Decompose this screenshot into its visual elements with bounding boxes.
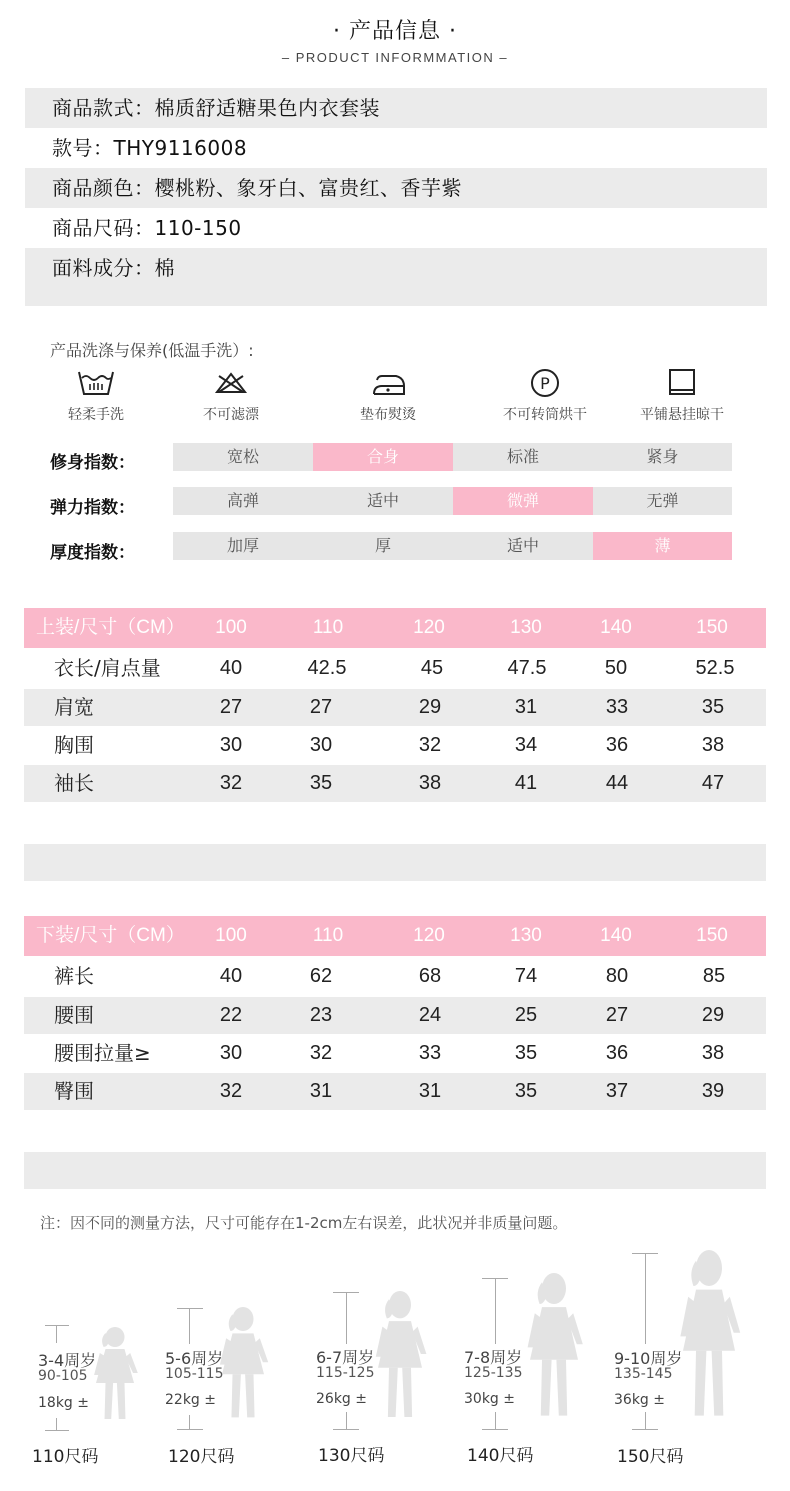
bottom-header-110: 110 xyxy=(312,925,344,946)
thickness-option-extra-thick: 加厚 xyxy=(173,532,313,560)
info-row-color xyxy=(25,168,767,208)
stretch-option-slight: 微弹 xyxy=(453,487,593,515)
table-cell: 32 xyxy=(219,1080,243,1102)
bottom-table-header xyxy=(24,916,766,956)
table-cell: 37 xyxy=(605,1080,629,1102)
top-header-100: 100 xyxy=(215,617,247,638)
height-marker xyxy=(346,1292,347,1344)
hand-wash-icon xyxy=(76,368,116,398)
table-cell: 34 xyxy=(514,734,538,756)
table-cell: 23 xyxy=(309,1004,333,1026)
child-silhouette-120 xyxy=(220,1307,268,1417)
care-item-dry-flat xyxy=(622,368,742,424)
age-label-140: 7-8周岁 xyxy=(464,1348,523,1367)
fit-option-regular: 合身 xyxy=(313,443,453,471)
page-title: · 产品信息 · xyxy=(333,19,457,44)
top-table-header xyxy=(24,608,766,648)
top-header-label: 上装/尺寸（CM） xyxy=(36,617,185,638)
stretch-option-medium: 适中 xyxy=(313,487,453,515)
info-model-text: 款号：THY9116008 xyxy=(52,136,248,160)
table-cell: 38 xyxy=(701,1042,725,1064)
info-row-size xyxy=(25,208,767,248)
height-marker xyxy=(333,1429,359,1430)
table-cell: 29 xyxy=(418,696,442,718)
bottom-header-label: 下装/尺寸（CM） xyxy=(36,925,185,946)
stretch-index-label: 弹力指数： xyxy=(50,498,135,518)
info-style-text: 商品款式：棉质舒适糖果色内衣套装 xyxy=(52,96,380,120)
table-row xyxy=(24,997,766,1034)
height-marker xyxy=(645,1412,646,1429)
size-label-150: 150尺码 xyxy=(617,1447,684,1467)
child-silhouette-110 xyxy=(94,1327,138,1419)
top-header-130: 130 xyxy=(510,617,542,638)
table-cell: 22 xyxy=(219,1004,243,1026)
table-cell: 39 xyxy=(701,1080,725,1102)
table-cell: 30 xyxy=(219,734,243,756)
stretch-option-none: 无弹 xyxy=(593,487,732,515)
table-cell: 40 xyxy=(219,657,243,679)
table-cell: 74 xyxy=(514,965,538,987)
height-range-150: 135-145 xyxy=(614,1366,673,1382)
care-label-iron: 垫布熨烫 xyxy=(360,407,416,423)
height-marker xyxy=(45,1430,69,1431)
care-title: 产品洗涤与保养(低温手洗）: xyxy=(50,341,254,360)
table-cell: 35 xyxy=(514,1042,538,1064)
height-marker xyxy=(645,1253,646,1344)
row-label: 腰围 xyxy=(54,1003,94,1027)
thickness-option-medium: 适中 xyxy=(453,532,593,560)
table-cell: 32 xyxy=(219,772,243,794)
child-silhouette-130 xyxy=(376,1291,427,1417)
bottom-header-150: 150 xyxy=(696,925,728,946)
table-cell: 29 xyxy=(701,1004,725,1026)
row-label: 胸围 xyxy=(54,733,94,757)
age-label-130: 6-7周岁 xyxy=(316,1348,375,1367)
height-range-120: 105-115 xyxy=(165,1366,224,1382)
table-cell: 41 xyxy=(514,772,538,794)
row-label: 腰围拉量≥ xyxy=(54,1041,151,1065)
height-marker xyxy=(495,1412,496,1429)
size-label-140: 140尺码 xyxy=(467,1446,534,1466)
measurement-note: 注：因不同的测量方法，尺寸可能存在1-2cm左右误差，此状况并非质量问题。 xyxy=(40,1214,568,1232)
table-cell: 47 xyxy=(701,772,725,794)
table-cell: 42.5 xyxy=(307,657,347,679)
row-label: 臀围 xyxy=(54,1079,94,1103)
row-label: 衣长/肩点量 xyxy=(54,656,161,680)
fit-option-standard: 标准 xyxy=(453,443,593,471)
height-marker xyxy=(632,1429,658,1430)
table-cell: 35 xyxy=(514,1080,538,1102)
height-marker xyxy=(495,1278,496,1344)
fit-option-loose: 宽松 xyxy=(173,443,313,471)
weight-150: 36kg ± xyxy=(614,1392,665,1408)
weight-130: 26kg ± xyxy=(316,1391,367,1407)
care-item-iron xyxy=(328,368,448,424)
top-header-110: 110 xyxy=(312,617,344,638)
page-subtitle: – PRODUCT INFORMMATION – xyxy=(281,50,509,65)
table-cell: 40 xyxy=(219,965,243,987)
svg-text:P: P xyxy=(540,374,550,393)
care-label-hand-wash: 轻柔手洗 xyxy=(68,407,124,423)
care-item-no-tumble-dry xyxy=(485,368,605,424)
bottom-header-140: 140 xyxy=(600,925,632,946)
table-cell: 30 xyxy=(219,1042,243,1064)
table-cell: 35 xyxy=(701,696,725,718)
no-bleach-icon xyxy=(211,368,251,398)
table-cell: 31 xyxy=(514,696,538,718)
table-cell: 44 xyxy=(605,772,629,794)
size-label-120: 120尺码 xyxy=(168,1447,235,1467)
age-label-150: 9-10周岁 xyxy=(614,1349,683,1368)
table-cell: 25 xyxy=(514,1004,538,1026)
info-size-text: 商品尺码：110-150 xyxy=(52,216,242,240)
table-row xyxy=(24,689,766,726)
table-row xyxy=(24,1035,766,1072)
thickness-index-label: 厚度指数： xyxy=(50,543,135,563)
age-label-110: 3-4周岁 xyxy=(38,1351,97,1370)
table-cell: 38 xyxy=(701,734,725,756)
care-item-no-bleach xyxy=(171,368,291,424)
no-tumble-dry-icon xyxy=(525,368,565,398)
info-color-text: 商品颜色：樱桃粉、象牙白、富贵红、香芋紫 xyxy=(52,176,462,200)
height-marker xyxy=(45,1325,69,1326)
table-row xyxy=(24,727,766,764)
weight-140: 30kg ± xyxy=(464,1391,515,1407)
table-cell: 68 xyxy=(418,965,442,987)
row-label: 肩宽 xyxy=(54,695,94,719)
table-cell: 47.5 xyxy=(507,657,547,679)
stretch-option-high: 高弹 xyxy=(173,487,313,515)
fit-option-tight: 紧身 xyxy=(593,443,732,471)
height-marker xyxy=(346,1412,347,1429)
table-cell: 85 xyxy=(702,965,726,987)
info-row-style xyxy=(25,88,767,128)
table-cell: 31 xyxy=(309,1080,333,1102)
height-marker xyxy=(482,1429,508,1430)
iron-icon xyxy=(368,368,408,398)
fit-index-label: 修身指数： xyxy=(50,453,135,473)
table-cell: 27 xyxy=(309,696,333,718)
bottom-header-120: 120 xyxy=(413,925,445,946)
table-cell: 36 xyxy=(605,1042,629,1064)
table-cell: 33 xyxy=(605,696,629,718)
table-cell: 31 xyxy=(418,1080,442,1102)
age-label-120: 5-6周岁 xyxy=(165,1349,224,1368)
dry-flat-icon xyxy=(662,368,702,398)
table-cell: 80 xyxy=(605,965,629,987)
care-label-dry-flat: 平铺悬挂晾干 xyxy=(640,407,724,423)
table-cell: 24 xyxy=(418,1004,442,1026)
height-marker xyxy=(189,1308,190,1344)
height-marker xyxy=(177,1308,203,1309)
top-header-120: 120 xyxy=(413,617,445,638)
size-label-130: 130尺码 xyxy=(318,1446,385,1466)
child-silhouettes xyxy=(0,1245,790,1445)
table-row xyxy=(24,958,766,995)
child-silhouette-150 xyxy=(680,1250,740,1416)
table-cell: 27 xyxy=(605,1004,629,1026)
table-cell: 50 xyxy=(604,657,628,679)
thickness-option-thin: 薄 xyxy=(593,532,732,560)
weight-110: 18kg ± xyxy=(38,1395,89,1411)
height-marker xyxy=(56,1418,57,1430)
size-label-110: 110尺码 xyxy=(32,1447,99,1467)
bottom-header-130: 130 xyxy=(510,925,542,946)
row-label: 袖长 xyxy=(54,771,94,795)
height-marker xyxy=(56,1325,57,1343)
care-item-hand-wash xyxy=(36,368,156,424)
height-marker xyxy=(189,1415,190,1429)
care-label-no-bleach: 不可滤漂 xyxy=(203,407,259,423)
info-row-model xyxy=(25,128,767,168)
height-range-140: 125-135 xyxy=(464,1365,523,1381)
height-range-110: 90-105 xyxy=(38,1368,88,1384)
care-label-no-tumble-dry: 不可转筒烘干 xyxy=(503,407,587,423)
table-spacer-bar xyxy=(24,1152,766,1189)
thickness-option-thick: 厚 xyxy=(313,532,453,560)
table-row xyxy=(24,650,766,687)
table-cell: 36 xyxy=(605,734,629,756)
table-spacer-bar xyxy=(24,844,766,881)
table-cell: 32 xyxy=(418,734,442,756)
height-range-130: 115-125 xyxy=(316,1365,375,1381)
info-fabric-text: 面料成分：棉 xyxy=(52,256,175,280)
table-cell: 62 xyxy=(309,965,333,987)
table-cell: 45 xyxy=(420,657,444,679)
top-header-150: 150 xyxy=(696,617,728,638)
table-cell: 52.5 xyxy=(695,657,735,679)
top-header-140: 140 xyxy=(600,617,632,638)
table-row xyxy=(24,765,766,802)
table-cell: 27 xyxy=(219,696,243,718)
table-row xyxy=(24,1073,766,1110)
table-cell: 35 xyxy=(309,772,333,794)
child-silhouette-140 xyxy=(528,1273,583,1416)
bottom-header-100: 100 xyxy=(215,925,247,946)
table-cell: 33 xyxy=(418,1042,442,1064)
info-row-fabric xyxy=(25,248,767,288)
row-label: 裤长 xyxy=(54,964,94,988)
table-cell: 32 xyxy=(309,1042,333,1064)
table-cell: 38 xyxy=(418,772,442,794)
table-cell: 30 xyxy=(309,734,333,756)
height-marker xyxy=(177,1429,203,1430)
weight-120: 22kg ± xyxy=(165,1392,216,1408)
